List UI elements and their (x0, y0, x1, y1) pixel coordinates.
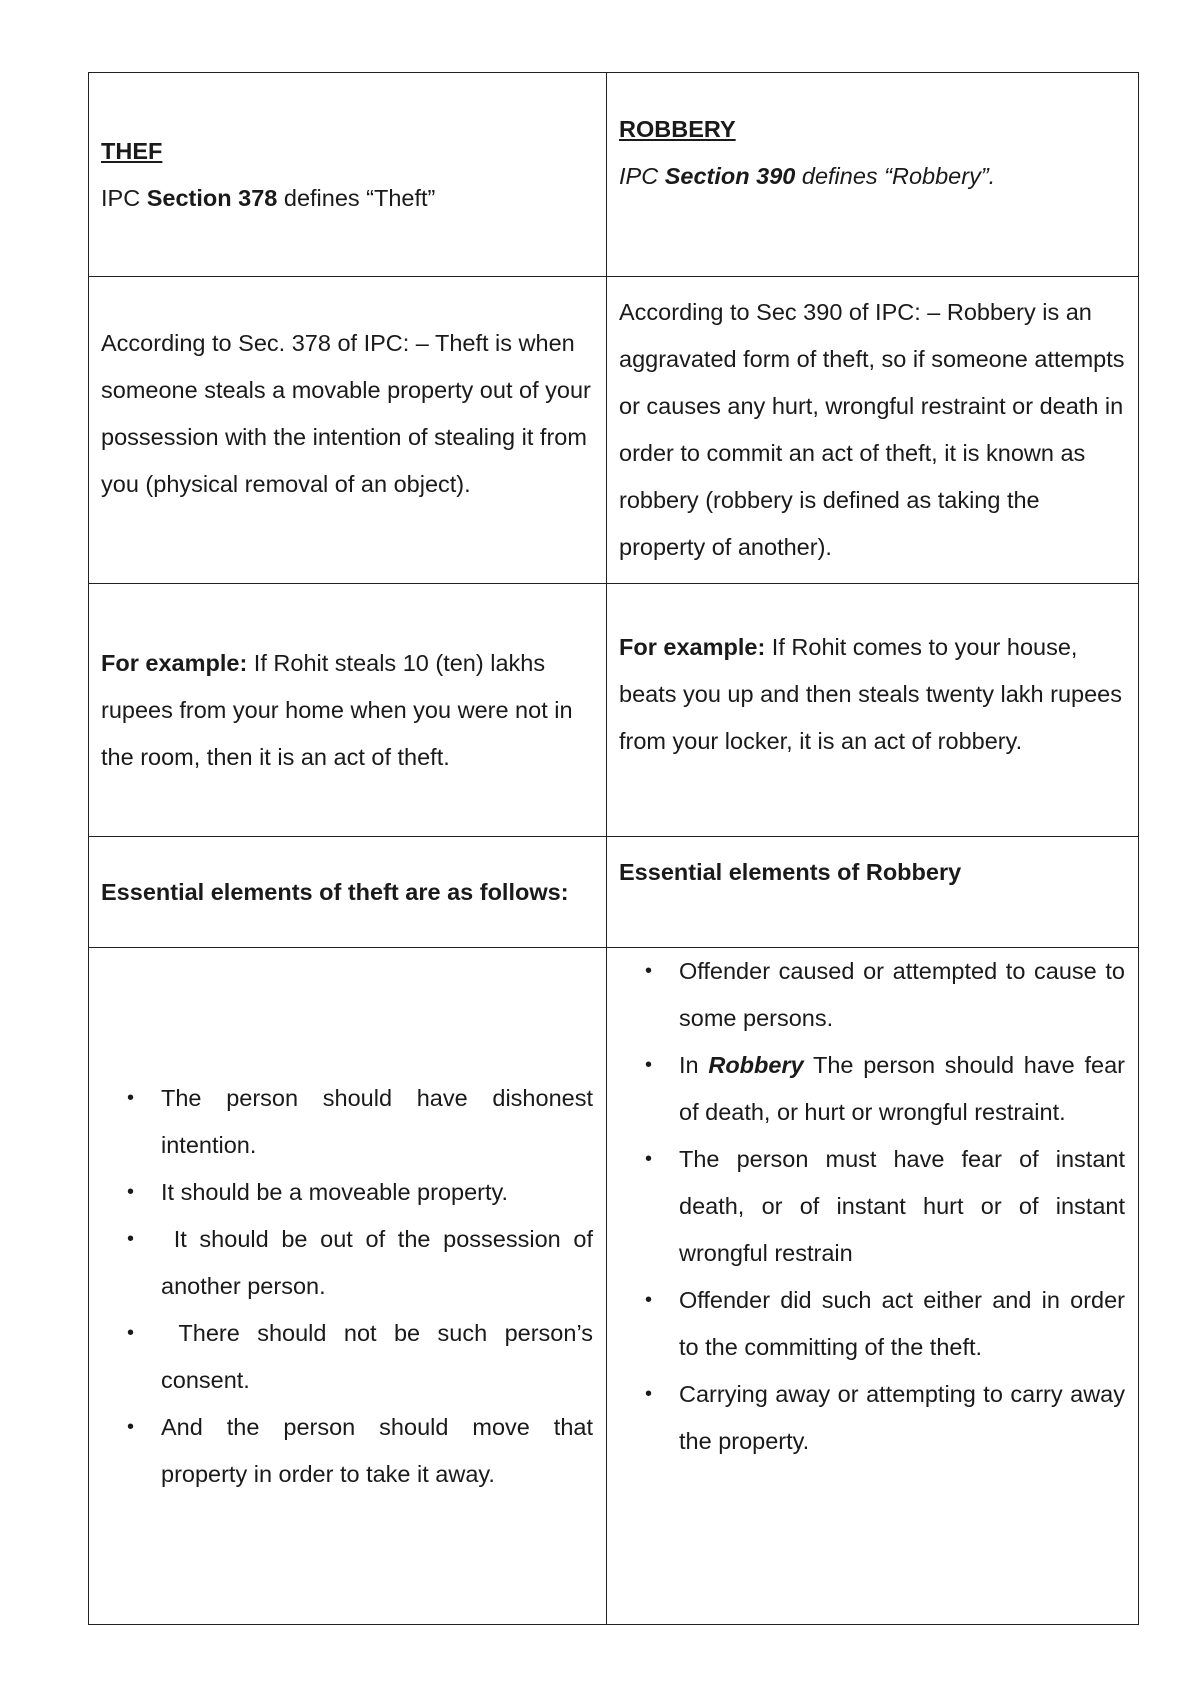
list-item: • Carrying away or attempting to carry away the property. (679, 1371, 1125, 1465)
table-row-example (89, 584, 1139, 837)
bullet-icon: • (127, 1180, 135, 1203)
bullet-icon: • (127, 1415, 135, 1438)
robbery-section-number: Section 390 (664, 162, 796, 189)
theft-heading-cell (89, 73, 607, 277)
list-item: • Offender caused or attempted to cause to some persons. (679, 948, 1125, 1042)
robbery-definition: According to Sec 390 of IPC: – Robbery is an aggravated form of theft, so if someone attempts or causes any hurt, wrongful restraint or death in order to commit an act of theft, it is known as robbery (robbery is defined as taking the property of another). (619, 299, 1125, 560)
theft-elements-list (101, 1075, 600, 1498)
robbery-elements-heading: Essential elements of Robbery (619, 858, 962, 885)
bullet-icon: • (645, 1288, 653, 1311)
theft-section-line: IPC Section 378 defines “Theft” (101, 184, 436, 211)
table-row-elements-heading (89, 837, 1139, 948)
list-item: • The person should have dishonest intention. (161, 1075, 593, 1169)
bullet-icon: • (645, 959, 653, 982)
list-item: • The person must have fear of instant death, or of instant hurt or of instant wrongful restrain (679, 1136, 1125, 1277)
robbery-elements-list (619, 948, 1125, 1465)
bullet-icon: • (127, 1086, 135, 1109)
robbery-example: For example: If Rohit comes to your house, beats you up and then steals twenty lakh rupees from your locker, it is an act of robbery. (619, 633, 1122, 754)
list-item: • It should be out of the possession of another person. (161, 1216, 593, 1310)
robbery-elements-cell (607, 948, 1139, 1625)
robbery-example-cell (607, 584, 1139, 837)
table-row-heading (89, 73, 1139, 277)
list-item: • And the person should move that property in order to take it away. (161, 1404, 593, 1498)
theft-example-label: For example: (101, 649, 248, 676)
theft-definition: According to Sec. 378 of IPC: – Theft is when someone steals a movable property out of your possession with the intention of stealing it from you (physical removal of an object). (101, 330, 591, 497)
theft-example-cell (89, 584, 607, 837)
list-item: • In Robbery The person should have fear of death, or hurt or wrongful restraint. (679, 1042, 1125, 1136)
bullet-icon: • (645, 1053, 653, 1076)
table-row-elements (89, 948, 1139, 1625)
robbery-section-line: IPC Section 390 defines “Robbery”. (619, 162, 996, 189)
theft-elements-heading-cell (89, 837, 607, 948)
bullet-icon: • (645, 1147, 653, 1170)
robbery-definition-cell (607, 277, 1139, 584)
bullet-icon: • (127, 1321, 135, 1344)
theft-heading: THEF (101, 137, 163, 164)
robbery-heading-cell (607, 73, 1139, 277)
theft-definition-cell (89, 277, 607, 584)
theft-elements-cell (89, 948, 607, 1625)
robbery-emphasis: Robbery (708, 1051, 804, 1078)
robbery-example-label: For example: (619, 633, 766, 660)
list-item: • There should not be such person’s consent. (161, 1310, 593, 1404)
robbery-elements-heading-cell (607, 837, 1139, 948)
table-row-definition (89, 277, 1139, 584)
theft-elements-heading: Essential elements of theft are as follows: (101, 878, 569, 905)
robbery-heading: ROBBERY (619, 115, 736, 142)
theft-vs-robbery-table (88, 72, 1139, 1625)
theft-example: For example: If Rohit steals 10 (ten) lakhs rupees from your home when you were not in the room, then it is an act of theft. (101, 649, 573, 770)
list-item: • It should be a moveable property. (161, 1169, 593, 1216)
bullet-icon: • (645, 1382, 653, 1405)
bullet-icon: • (127, 1227, 135, 1250)
list-item: • Offender did such act either and in order to the committing of the theft. (679, 1277, 1125, 1371)
theft-section-number: Section 378 (146, 184, 278, 211)
